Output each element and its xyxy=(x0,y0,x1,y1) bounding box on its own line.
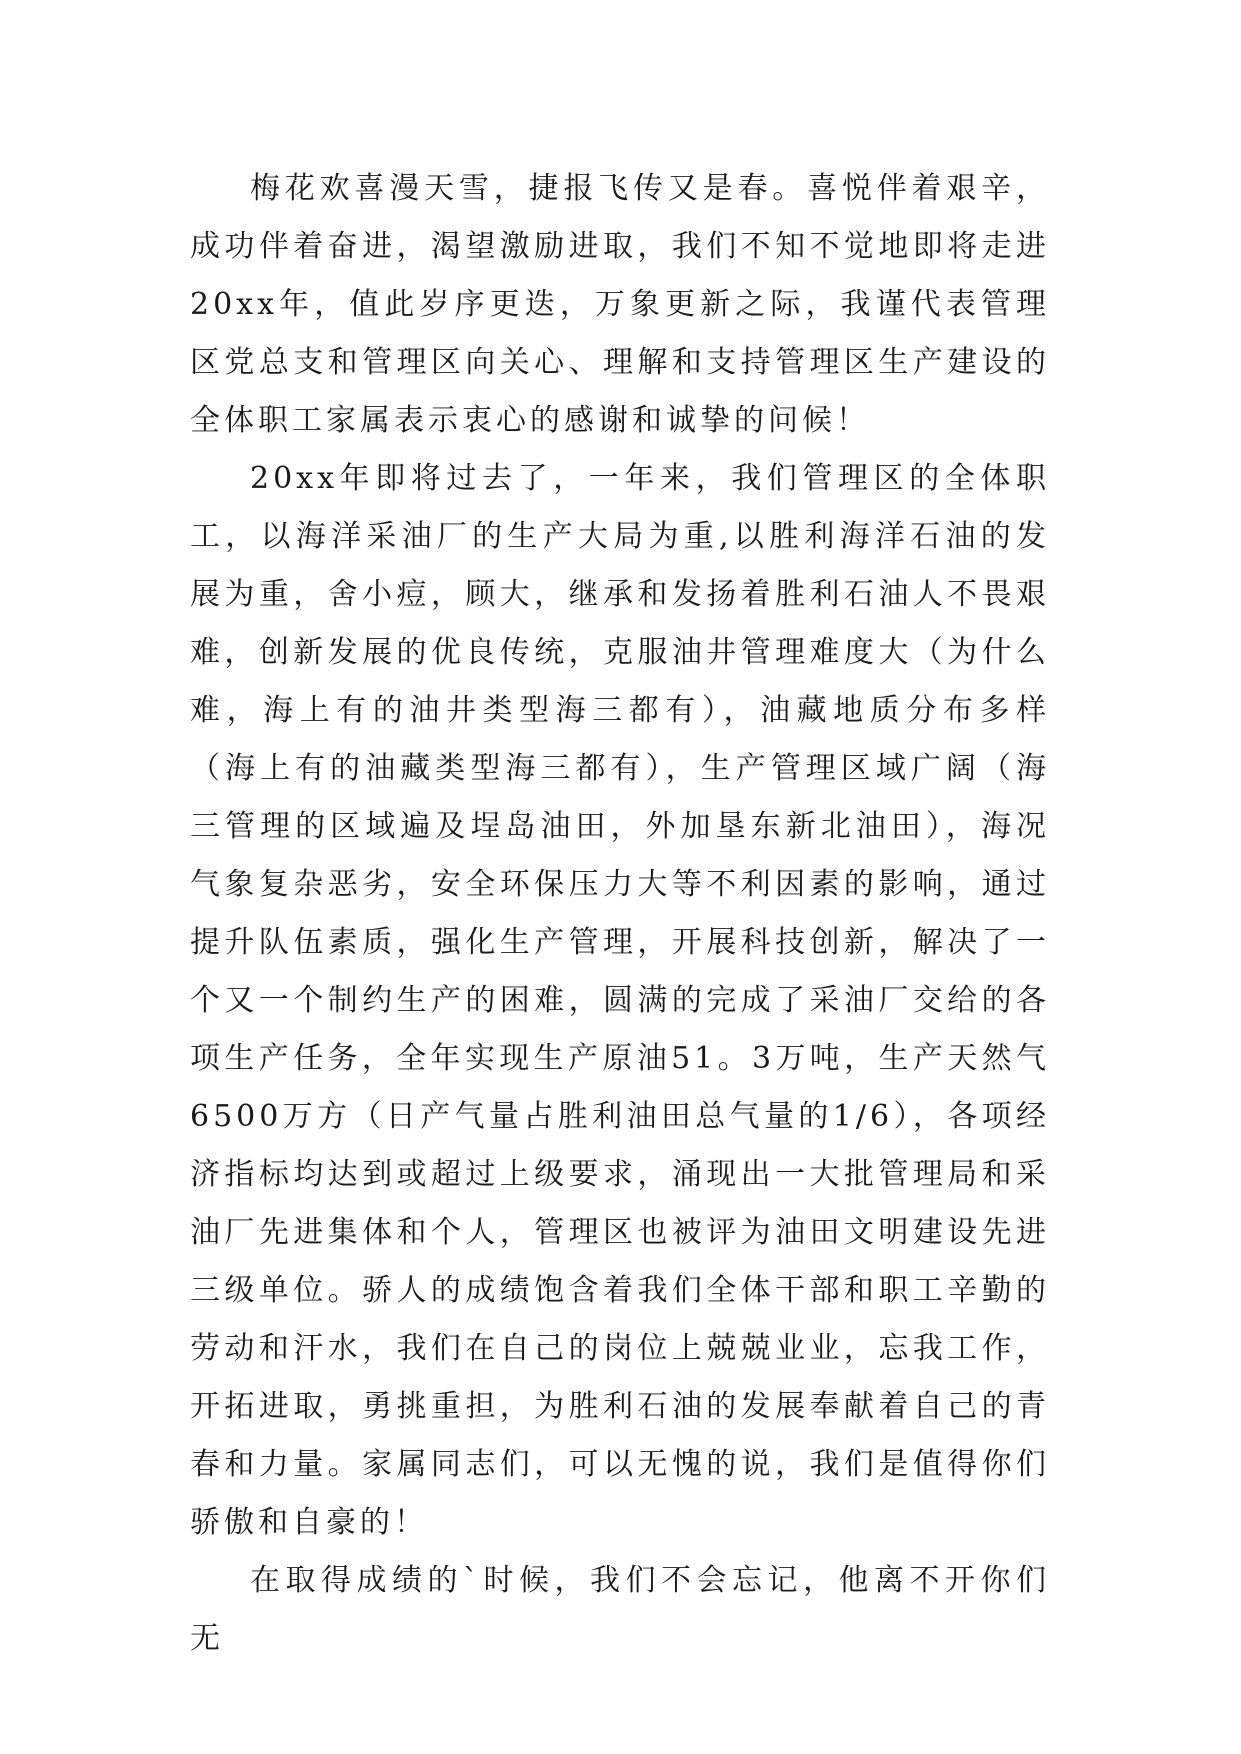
paragraph-achievements: 20xx年即将过去了，一年来，我们管理区的全体职工，以海洋采油厂的生产大局为重,以胜利海洋石油的发展为重，舍小痘，顾大，继承和发扬着胜利石油人不畏艰难，创新发展的优良传统，克服油井管理难度大（为什么难，海上有的油井类型海三都有），油藏地质分布多样（海上有的油藏类型海三都有），生产管理区域广阔（海三管理的区域遍及埕岛油田，外加垦东新北油田），海况气象复杂恶劣，安全环保压力大等不利因素的影响，通过提升队伍素质，强化生产管理，开展科技创新，解决了一个又一个制约生产的困难，圆满的完成了采油厂交给的各项生产任务，全年实现生产原油51。3万吨，生产天然气6500万方（日产气量占胜利油田总气量的1/6），各项经济指标均达到或超过上级要求，涌现出一大批管理局和采油厂先进集体和个人，管理区也被评为油田文明建设先进三级单位。骄人的成绩饱含着我们全体干部和职工辛勤的劳动和汗水，我们在自己的岗位上兢兢业业，忘我工作，开拓进取，勇挑重担，为胜利石油的发展奉献着自己的青春和力量。家属同志们，可以无愧的说，我们是值得你们骄傲和自豪的！ xyxy=(190,461,1050,1540)
paragraph-gratitude: 在取得成绩的`时候，我们不会忘记，他离不开你们无 xyxy=(190,1563,1050,1656)
document-body xyxy=(190,160,1050,1668)
paragraph-greeting: 梅花欢喜漫天雪，捷报飞传又是春。喜悦伴着艰辛，成功伴着奋进，渴望激励进取，我们不知不觉地即将走进20xx年，值此岁序更迭，万象更新之际，我谨代表管理区党总支和管理区向关心、理解和支持管理区生产建设的全体职工家属表示衷心的感谢和诚挚的问候！ xyxy=(190,171,1050,438)
